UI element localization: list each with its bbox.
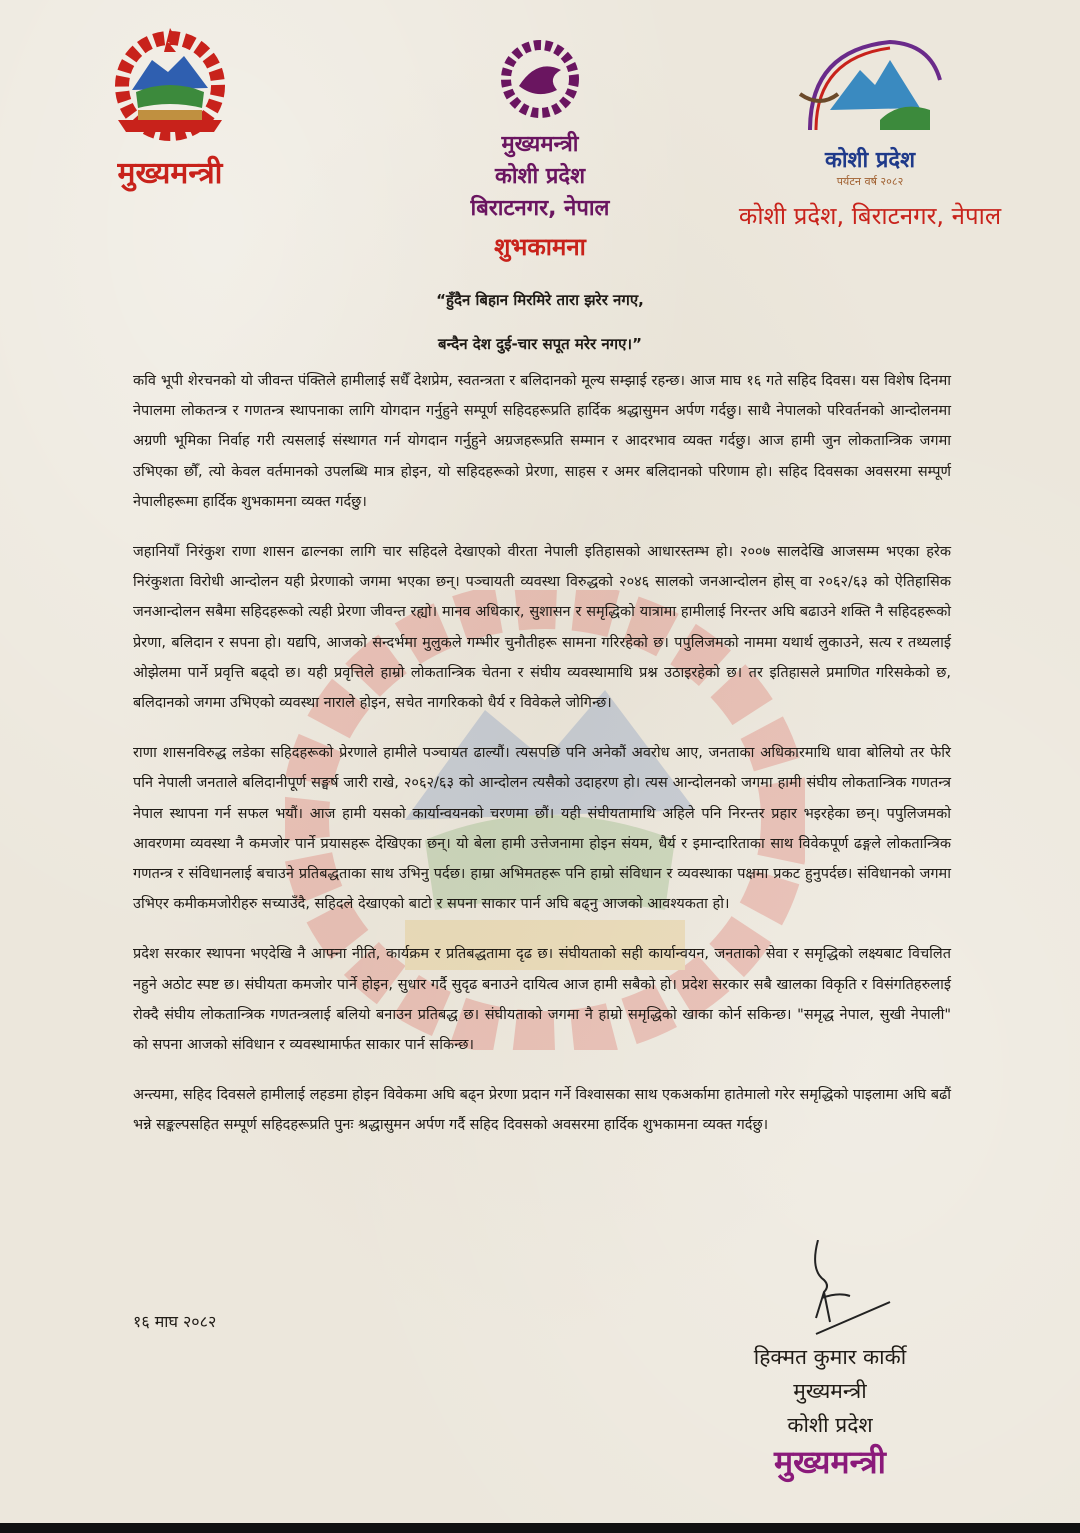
letter-body [133, 366, 951, 1161]
header-center-line1: मुख्यमन्त्री [501, 132, 579, 157]
poem-line-1: “हुँदैन बिहान मिरमिरे तारा झरेर नगए, [436, 291, 644, 309]
header-center [440, 38, 640, 263]
paragraph: कवि भूपी शेरचनको यो जीवन्त पंक्तिले हामीलाई सधैँ देशप्रेम, स्वतन्त्रता र बलिदानको मूल्य सम्झाई रहन्छ। आज माघ १६ गते सहिद दिवस। यस विशेष दिनमा नेपालमा लोकतन्त्र र गणतन्त्र स्थापनाका लागि योगदान गर्नुहुने सम्पूर्ण सहिदहरूप्रति हार्दिक श्रद्धासुमन अर्पण गर्दछु। साथै नेपालको परिवर्तनको आन्दोलनमा अग्रणी भूमिका निर्वाह गरी त्यसलाई संस्थागत गर्न योगदान गर्नुहुने अग्रजहरूप्रति सम्मान र आदरभाव व्यक्त गर्दछु। आज हामी जुन लोकतान्त्रिक जगमा उभिएका छौँ, त्यो केवल वर्तमानको उपलब्धि मात्र होइन, यो सहिदहरूको प्रेरणा, साहस र अमर बलिदानको परिणाम हो। सहिद दिवसका अवसरमा सम्पूर्ण नेपालीहरूमा हार्दिक शुभकामना व्यक्त गर्दछु। [133, 373, 951, 510]
header-left-title: मुख्यमन्त्री [117, 156, 223, 191]
header-center-line2: कोशी प्रदेश [494, 164, 586, 189]
signatory-name: हिक्मत कुमार कार्की [753, 1345, 907, 1369]
paragraph: अन्त्यमा, सहिद दिवसले हामीलाई लहडमा होइन विवेकमा अघि बढ्न प्रेरणा प्रदान गर्ने विश्वासका साथ एकअर्कामा हातेमालो गरेर समृद्धिको पाइलामा अघि बढौं भन्ने सङ्कल्पसहित सम्पूर्ण सहिदहरूप्रति पुनः श्रद्धासुमन अर्पण गर्दै सहिद दिवसको अवसरमा हार्दिक शुभकामना व्यक्त गर्दछु। [133, 1087, 951, 1134]
logo-subtext: पर्यटन वर्ष २०८२ [836, 175, 904, 188]
header-center-line3: बिराटनगर, नेपाल [470, 196, 610, 221]
paragraph: प्रदेश सरकार स्थापना भएदेखि नै आफ्ना नीति, कार्यक्रम र प्रतिबद्धतामा दृढ छ। संघीयताको सही कार्यान्वयन, जनताको सेवा र समृद्धिको लक्ष्यबाट विचलित नहुने अठोट स्पष्ट छ। संघीयता कमजोर पार्ने होइन, सुधार गर्दै सुदृढ बनाउने दायित्व आज हामी सबैको हो। प्रदेश सरकार सबै खालका विकृति र विसंगतिहरुलाई रोक्दै संघीय लोकतान्त्रिक गणतन्त्रलाई बलियो बनाउन प्रतिबद्ध छ। संघीयताको जगमा नै हाम्रो समृद्धिको खाका कोर्न सकिन्छ। "समृद्ध नेपाल, सुखी नेपाली" को सपना आजको संविधान र व्यवस्थामार्फत साकार पार्न सकिन्छ। [133, 946, 951, 1054]
header-right [700, 30, 1040, 232]
signatory-block [700, 1340, 960, 1482]
header-left [100, 28, 240, 192]
paragraph: जहानियाँ निरंकुश राणा शासन ढाल्नका लागि चार सहिदले देखाएको वीरता नेपाली इतिहासको आधारस्तम्भ हो। २००७ सालदेखि आजसम्म भएका हरेक निरंकुशता विरोधी आन्दोलन यही प्रेरणाको जगमा भएका छन्। पञ्चायती व्यवस्था विरुद्धको २०४६ सालको जनआन्दोलन होस् वा २०६२/६३ को ऐतिहासिक जनआन्दोलन सबैमा सहिदहरूको त्यही प्रेरणा जीवन्त रह्यो। मानव अधिकार, सुशासन र समृद्धिको यात्रामा हामीलाई निरन्तर अघि बढाउने शक्ति नै सहिदहरूको प्रेरणा, बलिदान र सपना हो। यद्यपि, आजको सन्दर्भमा मुलुकले गम्भीर चुनौतीहरू सामना गरिरहेको छ। पपुलिजमको नाममा यथार्थ लुकाउने, सत्य र तथ्यलाई ओझेलमा पार्ने प्रवृत्ति बढ्दो छ। यही प्रवृत्तिले हाम्रो लोकतान्त्रिक चेतना र संघीय व्यवस्थामाथि प्रश्न उठाइरहेको छ। तर इतिहासले प्रमाणित गरिसकेको छ, बलिदानको जगमा उभिएको व्यवस्था नाराले होइन, सचेत नागरिकको धैर्य र विवेकले जोगिन्छ। [133, 544, 951, 712]
nepal-coat-of-arms-icon [110, 28, 230, 143]
signature-icon [780, 1240, 900, 1340]
province-emblem-icon [497, 38, 583, 120]
greeting-title: शुभकामना [494, 233, 586, 261]
poem-quote [0, 278, 1080, 366]
signatory-office: कोशी प्रदेश [787, 1413, 873, 1437]
signatory-designation: मुख्यमन्त्री [793, 1379, 867, 1403]
bottom-border [0, 1523, 1080, 1533]
paragraph: राणा शासनविरुद्ध लडेका सहिदहरूको प्रेरणाले हामीले पञ्चायत ढाल्यौं। त्यसपछि पनि अनेकौं अवरोध आए, जनताका अधिकारमाथि धावा बोलियो तर फेरि पनि नेपाली जनताले बलिदानीपूर्ण सङ्घर्ष जारी राखे, २०६२/६३ को आन्दोलन त्यसैको उदाहरण हो। त्यस आन्दोलनको जगमा हामी संघीय लोकतान्त्रिक गणतन्त्र नेपाल स्थापना गर्न सफल भयौं। आज हामी यसको कार्यान्वयनको चरणमा छौं। यही संघीयतामाथि अहिले पनि निरन्तर प्रहार भइरहेका छन्। पपुलिजमको आवरणमा व्यवस्था नै कमजोर पार्ने प्रयासहरू देखिएका छन्। यो बेला हामी उत्तेजनामा होइन संयम, धैर्य र इमान्दारिताका साथ विवेकपूर्ण ढङ्गले लोकतान्त्रिक गणतन्त्र र संविधानलाई बचाउने प्रतिबद्धताका साथ उभिनु पर्दछ। हाम्रा अभिमतहरू पनि हाम्रो संविधान र व्यवस्थाका पक्षमा प्रकट हुनुपर्दछ। संविधानको जगमा उभिएर कमीकमजोरीहरु सच्याउँदै, सहिदले देखाएको बाटो र सपना साकार पार्न अघि बढ्नु आजको आवश्यकता हो। [133, 745, 951, 913]
signatory-stamp: मुख्यमन्त्री [774, 1443, 886, 1481]
letter-date: १६ माघ २०८२ [133, 1312, 217, 1331]
poem-line-2: बन्दैन देश दुई-चार सपूत मरेर नगए।” [438, 335, 642, 353]
header-right-address: कोशी प्रदेश, बिराटनगर, नेपाल [738, 202, 1002, 230]
logo-text: कोशी प्रदेश [824, 148, 916, 173]
koshi-tourism-logo-icon [790, 30, 950, 140]
